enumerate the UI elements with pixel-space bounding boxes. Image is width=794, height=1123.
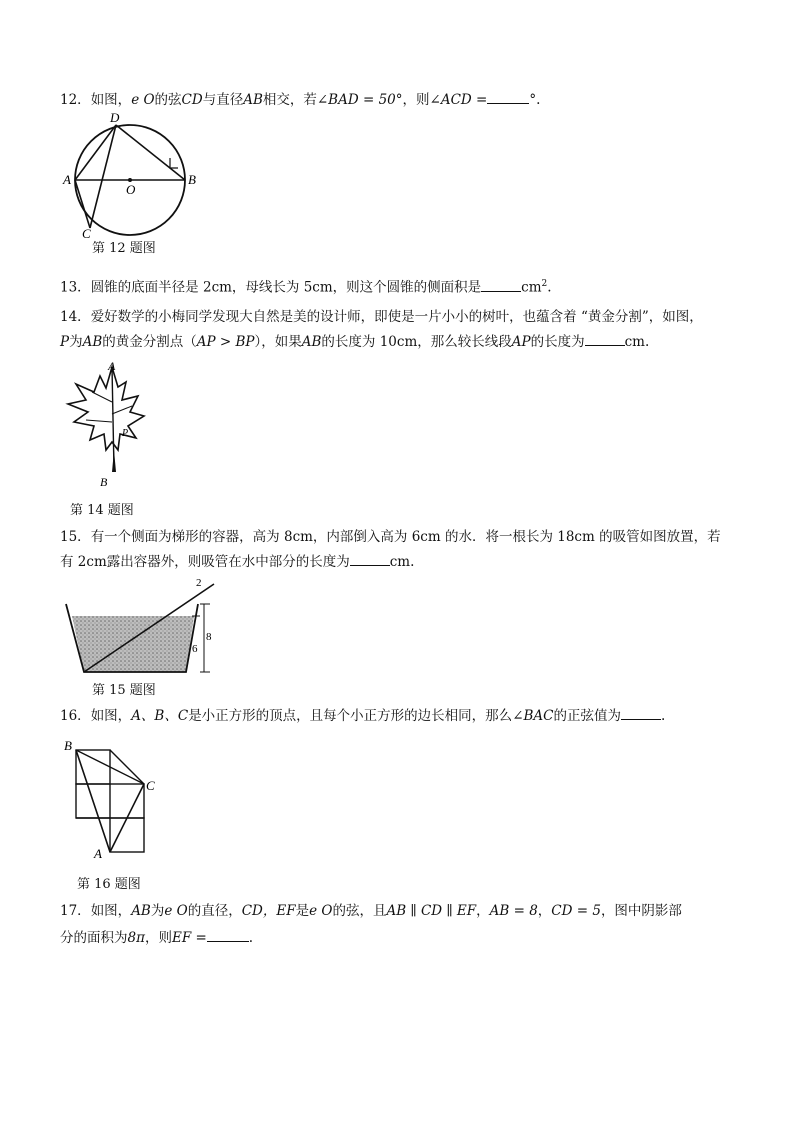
q16-caption: 第 16 题图 [77,877,141,892]
q16-grid-figure [62,738,172,863]
q14-line1: 14．爱好数学的小梅同学发现大自然是美的设计师，即使是一片小小的树叶，也蕴含着 “黄金分割”，如图， [60,309,703,325]
q17-line2: 分的面积为8π，则EF = . [60,930,254,946]
q16-text: 16．如图，A、B、C是小正方形的顶点，且每个小正方形的边长相同，那么∠BAC的正弦值为 . [60,708,666,724]
q15-line1: 15．有一个侧面为梯形的容器，高为 8cm，内部倒入高为 6cm 的水．将一根长为 18cm 的吸管如图放置，若 [60,529,721,545]
q12-label-o: O [126,182,136,197]
q15-container-figure [64,576,234,681]
q12-circle-figure [60,110,200,240]
q15-label-six: 6 [192,643,198,655]
q16-label-b: B [64,738,72,753]
q12-answer-blank[interactable] [487,91,529,104]
q14-answer-blank[interactable] [585,333,625,346]
q12-label-b: B [188,172,196,187]
q12-number: 12． [60,92,91,108]
q12-caption: 第 12 题图 [92,241,156,256]
q15-label-two: 2 [196,577,202,589]
q15-label-eight: 8 [206,631,212,643]
q12-label-a: A [63,172,71,187]
q15-caption: 第 15 题图 [92,683,156,698]
q13-answer-blank[interactable] [481,279,521,292]
q13-text: 13．圆锥的底面半径是 2cm，母线长为 5cm，则这个圆锥的侧面积是 $cm^2$. [60,279,552,296]
q17-line1: 17．如图，AB为e O的直径，CD，EF是e O的弦，且AB ∥ CD ∥ EF，AB = 8，CD = 5，图中阴影部 [60,903,682,919]
q16-label-c: C [146,778,155,793]
q14-line2: P为AB的黄金分割点（AP > BP），如果AB的长度为 10cm，那么较长线段AP的长度为 cm. [60,334,650,350]
q14-caption: 第 14 题图 [70,503,134,518]
q14-leaf-figure [62,359,152,492]
q16-label-a: A [94,846,102,861]
q15-line2: 有 2cm露出容器外，则吸管在水中部分的长度为 cm. [60,554,415,570]
q14-label-a: A [108,359,116,373]
q14-label-p: P [122,428,129,439]
q15-answer-blank[interactable] [350,553,390,566]
q12-label-c: C [82,226,91,241]
q17-answer-blank[interactable] [207,929,249,942]
q16-answer-blank[interactable] [621,707,661,720]
q14-label-b: B [100,475,108,489]
q12-text: 12．如图，e O的弦CD与直径AB相交，若∠BAD = 50°，则∠ACD = °. [60,92,541,108]
q12-label-d: D [110,110,120,125]
